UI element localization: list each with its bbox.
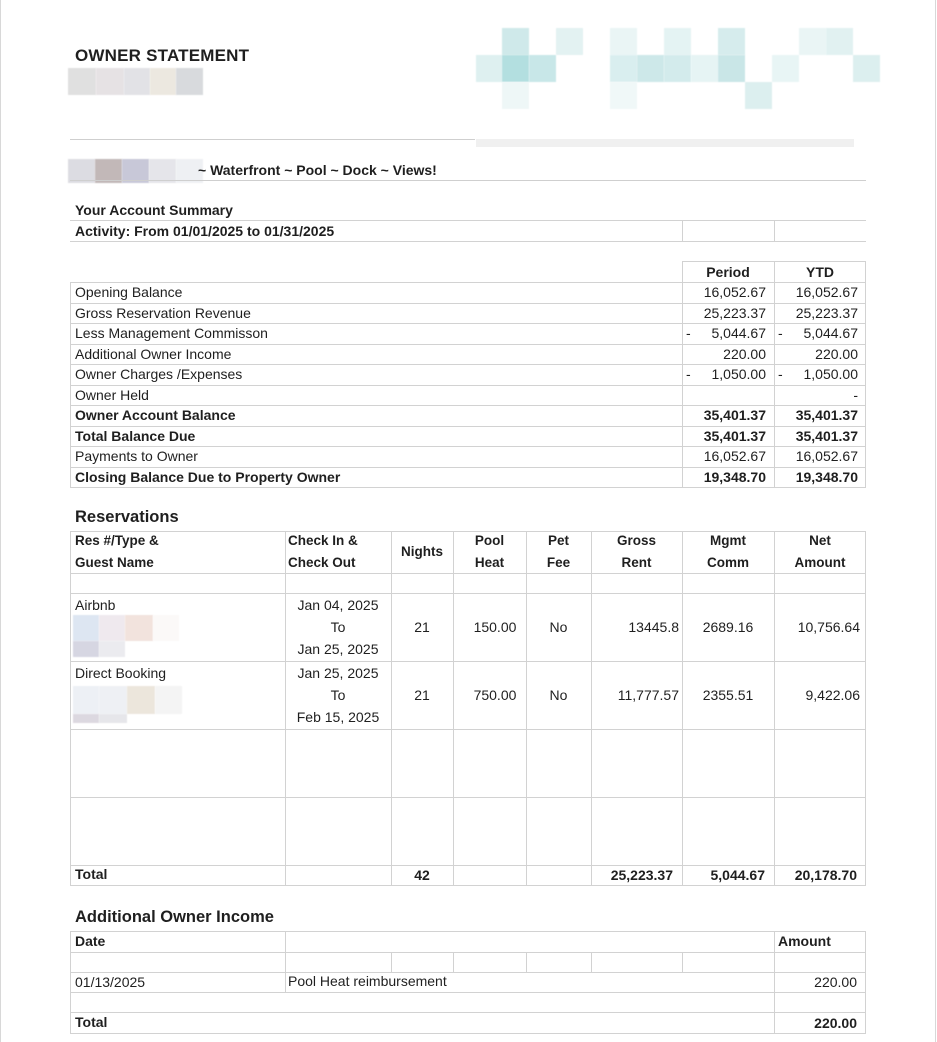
summary-row-label: Gross Reservation Revenue bbox=[75, 304, 251, 321]
col-amount: Amount bbox=[778, 933, 831, 949]
hdr-pet: Pet bbox=[547, 533, 569, 548]
res-total-gross: 25,223.37 bbox=[610, 867, 673, 883]
summary-heading: Your Account Summary bbox=[75, 202, 233, 218]
res-pet-fee: No bbox=[549, 619, 568, 635]
header-divider bbox=[70, 139, 475, 140]
summary-period-value: 25,223.37 bbox=[703, 304, 766, 321]
res-nights: 21 bbox=[414, 687, 430, 703]
summary-ytd-value: 5,044.67 bbox=[803, 325, 858, 341]
summary-ytd-sign: - bbox=[778, 366, 783, 382]
summary-ytd-value: 220.00 bbox=[815, 345, 858, 362]
hdr-rent: Rent bbox=[621, 555, 652, 570]
hdr-amount: Amount bbox=[794, 555, 846, 570]
summary-ytd-value: 1,050.00 bbox=[803, 366, 858, 382]
summary-period-value: 35,401.37 bbox=[703, 407, 766, 423]
summary-ytd-value: 19,348.70 bbox=[795, 468, 858, 485]
summary-row-label: Total Balance Due bbox=[75, 427, 196, 444]
summary-period-value: 16,052.67 bbox=[703, 284, 766, 300]
hdr-pool: Pool bbox=[474, 533, 505, 548]
summary-row-label: Opening Balance bbox=[75, 284, 183, 300]
income-amount: 220.00 bbox=[814, 974, 857, 990]
summary-row-label: Owner Held bbox=[75, 386, 149, 403]
summary-period-value: 35,401.37 bbox=[703, 427, 766, 444]
reservations-heading: Reservations bbox=[75, 508, 179, 526]
res-pool-heat: 750.00 bbox=[473, 687, 517, 703]
summary-row-label: Owner Account Balance bbox=[75, 407, 236, 423]
res-check-in: Jan 04, 2025 bbox=[297, 597, 379, 613]
hdr-net: Net bbox=[809, 533, 831, 548]
res-check-out: Feb 15, 2025 bbox=[296, 709, 380, 725]
col-period: Period bbox=[706, 264, 750, 280]
res-total-label: Total bbox=[75, 866, 108, 882]
hdr-check-out: Check Out bbox=[288, 555, 356, 570]
res-total-mgmt: 5,044.67 bbox=[710, 867, 765, 883]
hdr-guest-name: Guest Name bbox=[75, 555, 154, 570]
col-date: Date bbox=[75, 933, 106, 949]
summary-row-label: Additional Owner Income bbox=[75, 345, 232, 362]
summary-row-label: Less Management Commisson bbox=[75, 325, 268, 341]
res-gross: 11,777.57 bbox=[617, 687, 679, 703]
summary-row-label: Closing Balance Due to Property Owner bbox=[75, 468, 341, 485]
summary-ytd-value: 16,052.67 bbox=[795, 448, 858, 464]
res-net: 10,756.64 bbox=[797, 619, 860, 635]
summary-ytd-value: 35,401.37 bbox=[795, 427, 858, 444]
summary-period-value: 16,052.67 bbox=[703, 448, 766, 464]
income-total-label: Total bbox=[75, 1014, 108, 1030]
summary-period-value: 5,044.67 bbox=[711, 325, 766, 341]
col-ytd: YTD bbox=[806, 264, 834, 280]
summary-period-sign: - bbox=[686, 366, 691, 382]
hdr-mgmt: Mgmt bbox=[710, 533, 746, 548]
summary-ytd-value: 35,401.37 bbox=[795, 407, 858, 423]
hdr-heat: Heat bbox=[474, 555, 505, 570]
res-net: 9,422.06 bbox=[805, 687, 860, 703]
income-description: Pool Heat reimbursement bbox=[288, 973, 447, 989]
res-mgmt: 2689.16 bbox=[702, 619, 754, 635]
res-total-net: 20,178.70 bbox=[794, 867, 857, 883]
res-total-nights: 42 bbox=[414, 867, 430, 883]
res-nights: 21 bbox=[414, 619, 430, 635]
hdr-nights: Nights bbox=[401, 544, 443, 559]
res-check-out: Jan 25, 2025 bbox=[297, 641, 379, 657]
hdr-fee: Fee bbox=[546, 555, 571, 570]
res-type: Airbnb bbox=[75, 597, 116, 613]
activity-range: Activity: From 01/01/2025 to 01/31/2025 bbox=[75, 223, 335, 239]
summary-period-value: 220.00 bbox=[723, 345, 766, 362]
hdr-check-in: Check In & bbox=[288, 533, 358, 548]
res-to: To bbox=[330, 687, 346, 703]
res-gross: 13445.8 bbox=[628, 619, 679, 635]
summary-row-label: Owner Charges /Expenses bbox=[75, 366, 243, 382]
summary-period-value: 1,050.00 bbox=[711, 366, 766, 382]
income-total-amount: 220.00 bbox=[814, 1015, 857, 1031]
income-date: 01/13/2025 bbox=[75, 974, 146, 990]
hdr-comm: Comm bbox=[706, 555, 749, 570]
res-check-in: Jan 25, 2025 bbox=[297, 665, 379, 681]
res-type: Direct Booking bbox=[75, 665, 167, 681]
res-pet-fee: No bbox=[549, 687, 568, 703]
res-mgmt: 2355.51 bbox=[702, 687, 754, 703]
summary-ytd-value: 16,052.67 bbox=[795, 284, 858, 300]
summary-row-label: Payments to Owner bbox=[75, 448, 198, 464]
header-divider-right bbox=[476, 139, 854, 147]
summary-period-sign: - bbox=[686, 325, 691, 341]
hdr-res-type: Res #/Type & bbox=[75, 533, 159, 548]
summary-ytd-value: 25,223.37 bbox=[795, 304, 858, 321]
summary-ytd-sign: - bbox=[778, 325, 783, 341]
summary-ytd-value: - bbox=[853, 386, 858, 403]
hdr-gross: Gross bbox=[616, 533, 657, 548]
res-pool-heat: 150.00 bbox=[473, 619, 517, 635]
property-divider bbox=[70, 180, 866, 181]
statement-title: OWNER STATEMENT bbox=[75, 46, 250, 65]
property-title: ~ Waterfront ~ Pool ~ Dock ~ Views! bbox=[198, 162, 437, 178]
summary-period-value: 19,348.70 bbox=[703, 468, 766, 485]
res-to: To bbox=[330, 619, 346, 635]
additional-income-heading: Additional Owner Income bbox=[75, 908, 274, 926]
